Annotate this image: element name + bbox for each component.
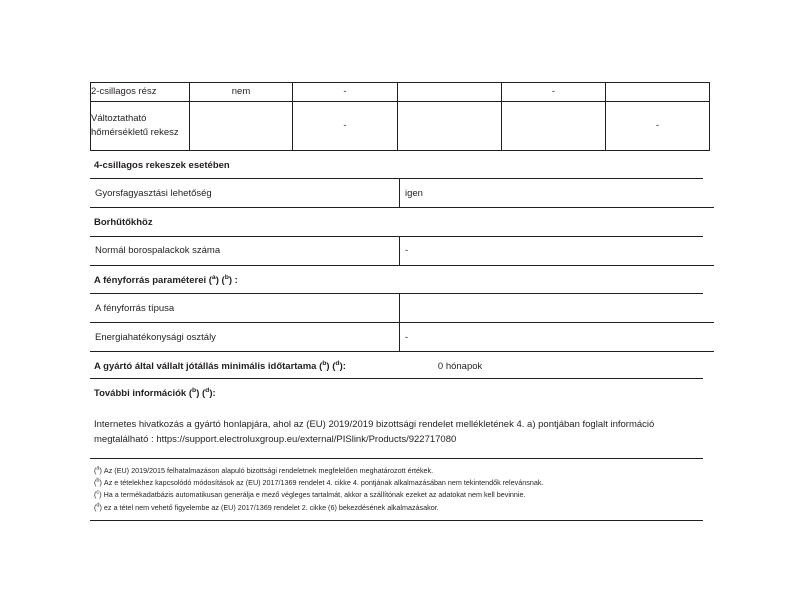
row-key: Gyorsfagyasztási lehetőség <box>90 179 400 208</box>
row-value-5: - <box>606 102 710 151</box>
footnote-d-mark: d <box>96 502 100 509</box>
footnote-b-mark: b <box>96 477 100 484</box>
row-value-2: - <box>293 83 398 102</box>
table-row <box>90 237 714 266</box>
product-information-sheet <box>90 82 703 521</box>
warranty-label: A gyártó által vállalt jótállás minimális időtartama ($^b$) ($^d$): <box>94 359 346 373</box>
further-info-paragraph-block <box>90 406 703 458</box>
row-key: A fényforrás típusa <box>90 294 400 323</box>
row-key: Energiahatékonysági osztály <box>90 323 400 352</box>
section-table-light-source <box>90 294 714 352</box>
row-value: - <box>400 237 715 266</box>
further-info-paragraph: Internetes hivatkozás a gyártó honlapjára, ahol az (EU) 2019/2019 bizottsági rendelet mellékletének 4. a) pontjában foglalt információ megtalálható : https://support.electroluxgroup.eu/external/PISlink/Products/922717080 <box>94 419 655 446</box>
row-value-1 <box>190 102 293 151</box>
footnote-c-mark: c <box>96 490 100 497</box>
footnote-mark-d: ($^d$) <box>202 386 213 400</box>
footnotes-block <box>90 459 703 521</box>
row-value-4 <box>502 102 606 151</box>
section-heading-wine-cooler: Borhűtőkhöz <box>90 208 703 236</box>
row-label: Változtatható hőmérsékletű rekesz <box>91 102 190 151</box>
row-value <box>400 294 715 323</box>
warranty-row <box>90 352 703 379</box>
further-info-heading <box>90 379 703 406</box>
footnote-a: ($^a$) Az (EU) 2019/2015 felhatalmazáson alapuló bizottsági rendeletnek megfelelően meghatározott értékek. <box>94 465 434 475</box>
footnote-c: ($^c$) Ha a termékadatbázis automatikusan generálja e mező végleges tartalmát, akkor a szállítónak ezeket az adatokat nem kell bevinnie. <box>94 490 526 500</box>
row-value-5 <box>606 83 710 102</box>
footnote-d: ($^d$) ez a tétel nem vehető figyelembe az (EU) 2017/1369 rendelet 2. cikke (6) bekezdésének alkalmazásakor. <box>94 502 439 512</box>
warranty-value: 0 hónapok <box>437 361 483 373</box>
row-key: Normál borospalackok száma <box>90 237 400 266</box>
footnote-c-text: Ha a termékadatbázis automatikusan generálja e mező végleges tartalmát, akkor a szállítónak ezeket az adatokat nem kell bevinnie. <box>103 490 526 500</box>
footnote-d-text: ez a tétel nem vehető figyelembe az (EU) 2017/1369 rendelet 2. cikke (6) bekezdésének alkalmazásakor. <box>103 502 439 512</box>
row-value-2: - <box>293 102 398 151</box>
footnote-a-text: Az (EU) 2019/2015 felhatalmazáson alapuló bizottsági rendeletnek megfelelően meghatározott értékek. <box>103 465 434 475</box>
footnote-mark-b: ($^b$) <box>188 386 200 400</box>
row-value-3 <box>398 83 502 102</box>
row-value-4: - <box>502 83 606 102</box>
row-value-3 <box>398 102 502 151</box>
row-value: igen <box>400 179 715 208</box>
row-value-1: nem <box>190 83 293 102</box>
table-row <box>90 294 714 323</box>
table-row <box>91 83 710 102</box>
further-info-heading-prefix: További információk <box>94 388 189 400</box>
section-heading-light-source-text: A fényforrás paraméterei ($^a$) ($^b$) : <box>94 273 238 286</box>
section-table-wine-cooler <box>90 237 714 266</box>
table-row <box>90 179 714 208</box>
section-table-four-star <box>90 179 714 208</box>
section-heading-four-star: 4-csillagos rekeszek esetében <box>90 151 703 179</box>
section-heading-light-source <box>90 266 703 294</box>
table-row <box>90 323 714 352</box>
row-value: - <box>400 323 715 352</box>
row-label: 2-csillagos rész <box>91 83 190 102</box>
footnote-a-mark: a <box>96 465 100 472</box>
footnote-b: ($^b$) Az e tételekhez kapcsolódó módosítások az (EU) 2017/1369 rendelet 4. cikke 4. pontjának alkalmazásában nem tekintendők relevánsnak. <box>94 477 544 488</box>
further-info-heading-suffix: : <box>212 388 216 400</box>
compartment-grid-table <box>90 82 710 151</box>
footnote-b-text: Az e tételekhez kapcsolódó módosítások az (EU) 2017/1369 rendelet 4. cikke 4. pontjának alkalmazásában nem tekintendők relevánsnak. <box>103 478 544 488</box>
table-row <box>91 102 710 151</box>
